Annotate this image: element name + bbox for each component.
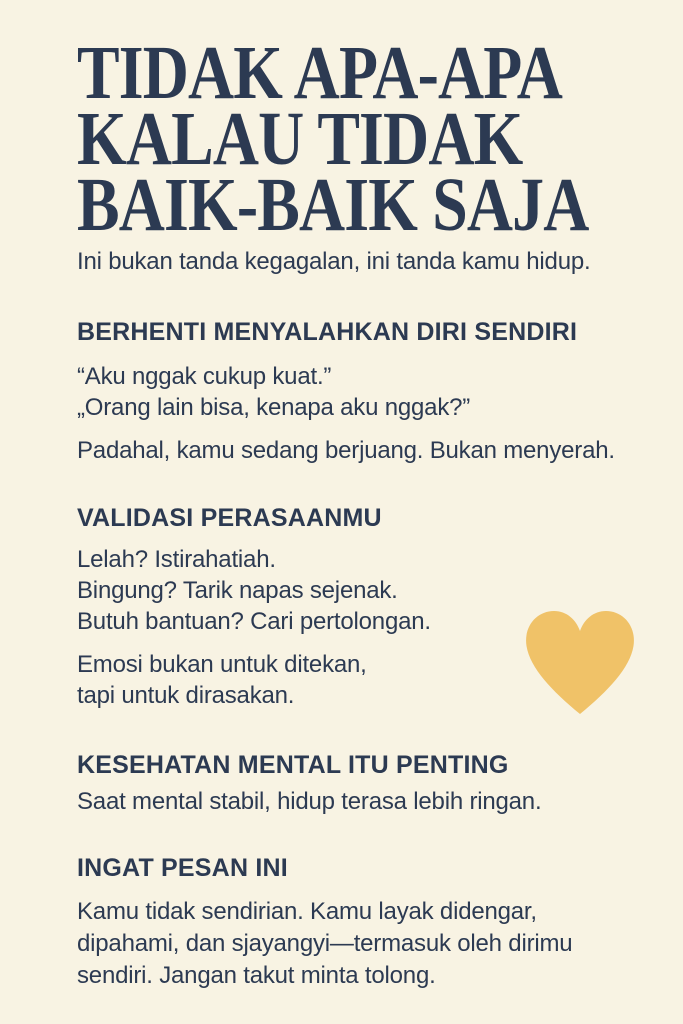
- body-line: Padahal, kamu sedang berjuang. Bukan menyerah.: [77, 437, 615, 464]
- quote-line: „Orang lain bisa, kenapa aku nggak?”: [77, 394, 471, 421]
- title-line-1: TIDAK APA-APA: [77, 31, 562, 115]
- section-heading-validasi-perasaanmu: VALIDASI PERASAANMU: [77, 504, 382, 532]
- poster-subtitle: Ini bukan tanda kegagalan, ini tanda kamu hidup.: [77, 248, 591, 275]
- quote-line: “Aku nggak cukup kuat.”: [77, 363, 332, 390]
- section-2-body: [77, 649, 367, 711]
- body-line: Emosi bukan untuk ditekan,: [77, 651, 367, 678]
- body-line: Saat mental stabil, hidup terasa lebih ringan.: [77, 788, 542, 815]
- section-heading-kesehatan-mental: KESEHATAN MENTAL ITU PENTING: [77, 751, 509, 779]
- section-1-body: [77, 435, 615, 466]
- body-line: tapi untuk dirasakan.: [77, 682, 295, 709]
- section-3-body: [77, 786, 541, 817]
- body-line: Kamu tidak sendirian. Kamu layak didengar,: [77, 898, 537, 925]
- body-line: Butuh bantuan? Cari pertolongan.: [77, 608, 431, 635]
- body-line: dipahami, dan sjayangyi—termasuk oleh dirimu: [77, 930, 573, 957]
- section-heading-ingat-pesan-ini: INGAT PESAN INI: [77, 854, 288, 882]
- body-line: Lelah? Istirahatiah.: [77, 546, 276, 573]
- section-1-quotes: [77, 361, 470, 423]
- body-line: sendiri. Jangan takut minta tolong.: [77, 962, 436, 989]
- poster-title: [77, 31, 589, 247]
- section-heading-berhenti-menyalahkan: BERHENTI MENYALAHKAN DIRI SENDIRI: [77, 318, 578, 346]
- title-line-3: BAIK-BAIK SAJA: [77, 163, 589, 247]
- body-line: Bingung? Tarik napas sejenak.: [77, 577, 398, 604]
- section-4-body: [77, 896, 572, 992]
- section-2-list: [77, 544, 431, 637]
- heart-icon: [520, 602, 640, 718]
- title-line-2: KALAU TIDAK: [77, 97, 523, 181]
